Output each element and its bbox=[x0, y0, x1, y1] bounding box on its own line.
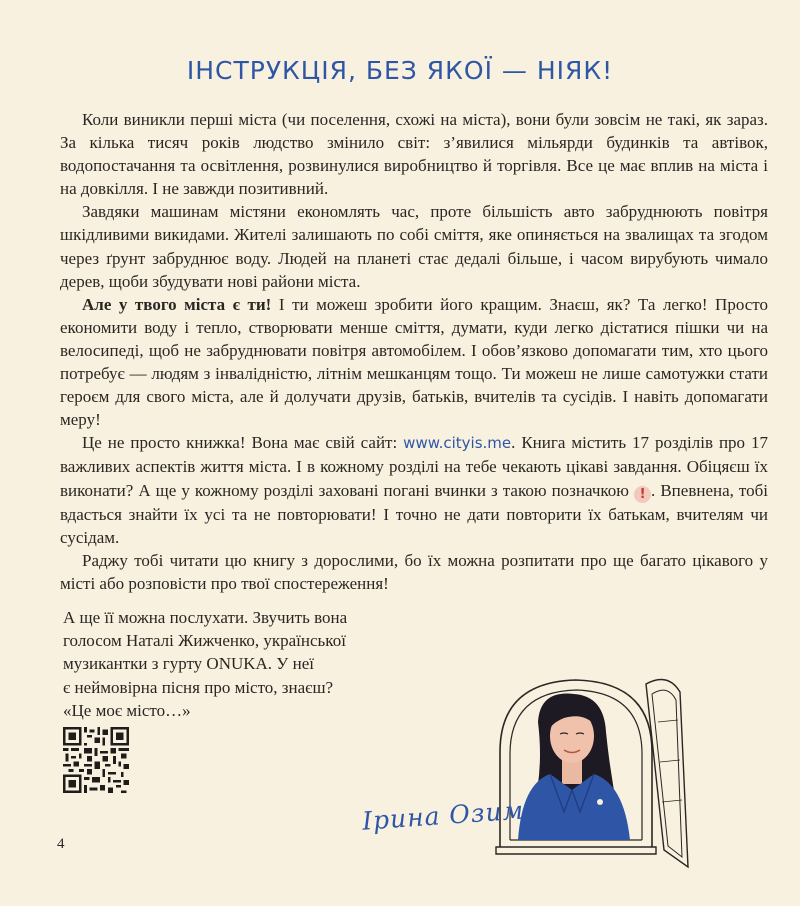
paragraph-2: Завдяки машинам містяни економлять час, проте більшість авто забруднюють повітря шкідливими викидами. Жителі залишають по собі сміття, яке опиняється на звалищах та згодом через ґрунт забруднює воду. Людей на планеті стає дедалі більше, і часом вирубують чимало дерев, щоби збудувати нові райони міста. bbox=[60, 202, 768, 291]
paragraph-5: Раджу тобі читати цю книгу з дорослими, бо їх можна розпитати про ще багато цікавого у місті або розповісти про твої спостереження! bbox=[60, 550, 768, 593]
paragraph-1: Коли виникли перші міста (чи поселення, схожі на міста), вони були зовсім не такі, як зараз. За кілька тисяч років людство змінило світ: з’явилися мільярди будинків та автівок, водопостачання та освітлення, розвинулися виробництво й торгівля. Все це має вплив на міста і на довкілля. І не завжди позитивний. bbox=[60, 110, 768, 199]
paragraph-3-text: І ти можеш зробити його кращим. Знаєш, як? Та легко! Просто економити воду і тепло, створювати менше сміття, думати, куди легко дістатися пішки чи на велосипеді, щоб не забруднювати повітря автомобілем. І обов’язково допомагати тим, хто цього потребує — людям з інвалідністю, літнім мешканцям тощо. Ти можеш не лише самотужки стати героєм для свого міста, але й долучати друзів, батьків, вчителів та сусідів. І навіть допомагати меру! bbox=[60, 294, 768, 430]
author-signature: Ірина Озимок bbox=[361, 793, 558, 836]
audio-note-line: «Це моє місто…» bbox=[63, 700, 191, 720]
paragraph-4-text-b: . Книга містить 17 розділів про 17 важливих аспектів життя міста. І в кожному розділі на тебе чекають цікаві завдання. Обіцяєш їх виконати? А ще у кожному розділі заховані погані вчинки з такою позначкою bbox=[60, 433, 768, 500]
paragraph-4 bbox=[60, 431, 768, 548]
intro-text bbox=[60, 108, 768, 595]
page-title: ІНСТРУКЦІЯ, БЕЗ ЯКОЇ — НІЯК! bbox=[186, 56, 614, 85]
page-number: 4 bbox=[57, 836, 65, 852]
paragraph-3 bbox=[60, 293, 768, 432]
paragraph-4-text-c: . Впевнена, тобі вдасться знайти їх усі та не повторювати! І точно не дати повторити їх батькам, вчителям чи сусідам. bbox=[60, 480, 768, 547]
audio-note-line: голосом Наталі Жижченко, української bbox=[63, 631, 346, 651]
audio-note-line: є неймовірна пісня про місто, знаєш? bbox=[63, 677, 334, 697]
paragraph-4-text-a: Це не просто книжка! Вона має свій сайт: bbox=[82, 433, 404, 453]
qr-code-icon[interactable] bbox=[63, 727, 129, 793]
paragraph-3-bold: Але у твого міста є ти! bbox=[82, 294, 272, 314]
window-portrait-illustration bbox=[488, 662, 703, 877]
audio-note-line: музикантки з гурту ONUKA. У неї bbox=[63, 654, 314, 674]
audio-note-line: А ще її можна послухати. Звучить вона bbox=[63, 608, 348, 627]
audio-note bbox=[63, 606, 393, 722]
warning-icon: ! bbox=[634, 486, 651, 503]
website-link[interactable]: www.cityis.me bbox=[403, 434, 512, 453]
